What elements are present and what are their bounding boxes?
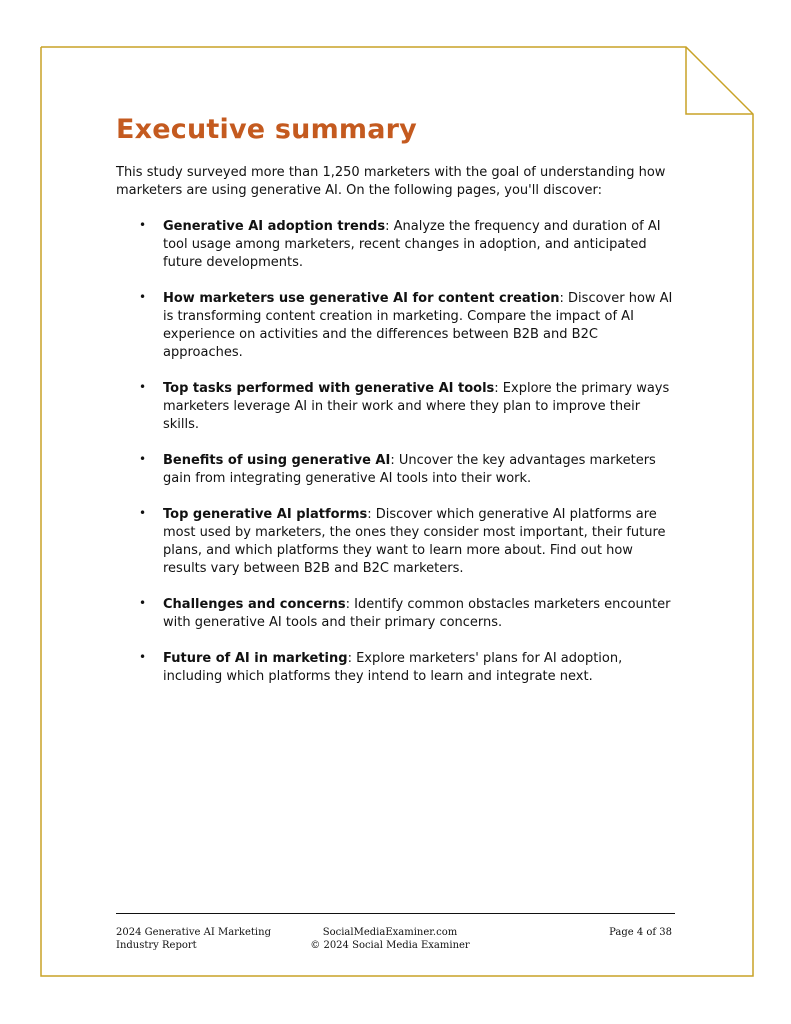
bullet-heading: Future of AI in marketing bbox=[163, 651, 348, 666]
page-number: Page 4 of 38 bbox=[609, 927, 672, 938]
list-item bbox=[137, 290, 677, 362]
list-item bbox=[137, 380, 677, 434]
footer-divider bbox=[116, 913, 675, 914]
bullet-text: : Discover how AI is transforming content creation in marketing. Compare the impact of AI experience on activities and the differences between B2B and B2C approaches. bbox=[163, 291, 673, 360]
bullet-heading: Top generative AI platforms bbox=[163, 507, 368, 522]
list-item bbox=[137, 452, 677, 488]
bullet-text: : Discover which generative AI platforms are most used by marketers, the ones they consider most important, their future plans, and which platforms they want to learn more about. Find out how results vary between B2B and B2C marketers. bbox=[163, 507, 666, 576]
footer-copyright: © 2024 Social Media Examiner bbox=[310, 940, 470, 951]
list-item bbox=[137, 596, 677, 632]
bullet-text: : Identify common obstacles marketers encounter with generative AI tools and their primary concerns. bbox=[163, 597, 671, 630]
bullet-text: : Analyze the frequency and duration of AI tool usage among marketers, recent changes in adoption, and anticipated future developments. bbox=[163, 219, 661, 270]
list-item bbox=[137, 506, 677, 578]
bullet-heading: Generative AI adoption trends bbox=[163, 219, 386, 234]
footer-report-name bbox=[116, 926, 286, 952]
intro-paragraph: This study surveyed more than 1,250 marketers with the goal of understanding how marketers are using generative AI. On the following pages, you'll discover: bbox=[116, 165, 666, 198]
bullet-icon: • bbox=[139, 290, 147, 304]
bullet-icon: • bbox=[139, 506, 147, 520]
footer-report-line2: Industry Report bbox=[116, 940, 197, 951]
list-item bbox=[137, 650, 677, 686]
bullet-text: : Uncover the key advantages marketers gain from integrating generative AI tools into their work. bbox=[163, 453, 656, 486]
footer-publisher bbox=[300, 926, 480, 952]
bullet-icon: • bbox=[139, 650, 147, 664]
footer-page-number bbox=[560, 926, 672, 939]
bullet-heading: Benefits of using generative AI bbox=[163, 453, 391, 468]
bullet-text: : Explore the primary ways marketers leverage AI in their work and where they plan to improve their skills. bbox=[163, 381, 670, 432]
bullet-icon: • bbox=[139, 218, 147, 232]
bullet-icon: • bbox=[139, 452, 147, 466]
footer-website: SocialMediaExaminer.com bbox=[322, 927, 458, 938]
footer-report-line1: 2024 Generative AI Marketing bbox=[116, 927, 271, 938]
bullet-text: : Explore marketers' plans for AI adoption, including which platforms they intend to learn and integrate next. bbox=[163, 651, 623, 684]
page-title: Executive summary bbox=[116, 114, 417, 145]
list-item bbox=[137, 218, 677, 272]
bullet-list bbox=[137, 218, 677, 704]
bullet-heading: Top tasks performed with generative AI tools bbox=[163, 381, 495, 396]
bullet-heading: Challenges and concerns bbox=[163, 597, 346, 612]
bullet-icon: • bbox=[139, 596, 147, 610]
bullet-heading: How marketers use generative AI for content creation bbox=[163, 291, 560, 306]
bullet-icon: • bbox=[139, 380, 147, 394]
